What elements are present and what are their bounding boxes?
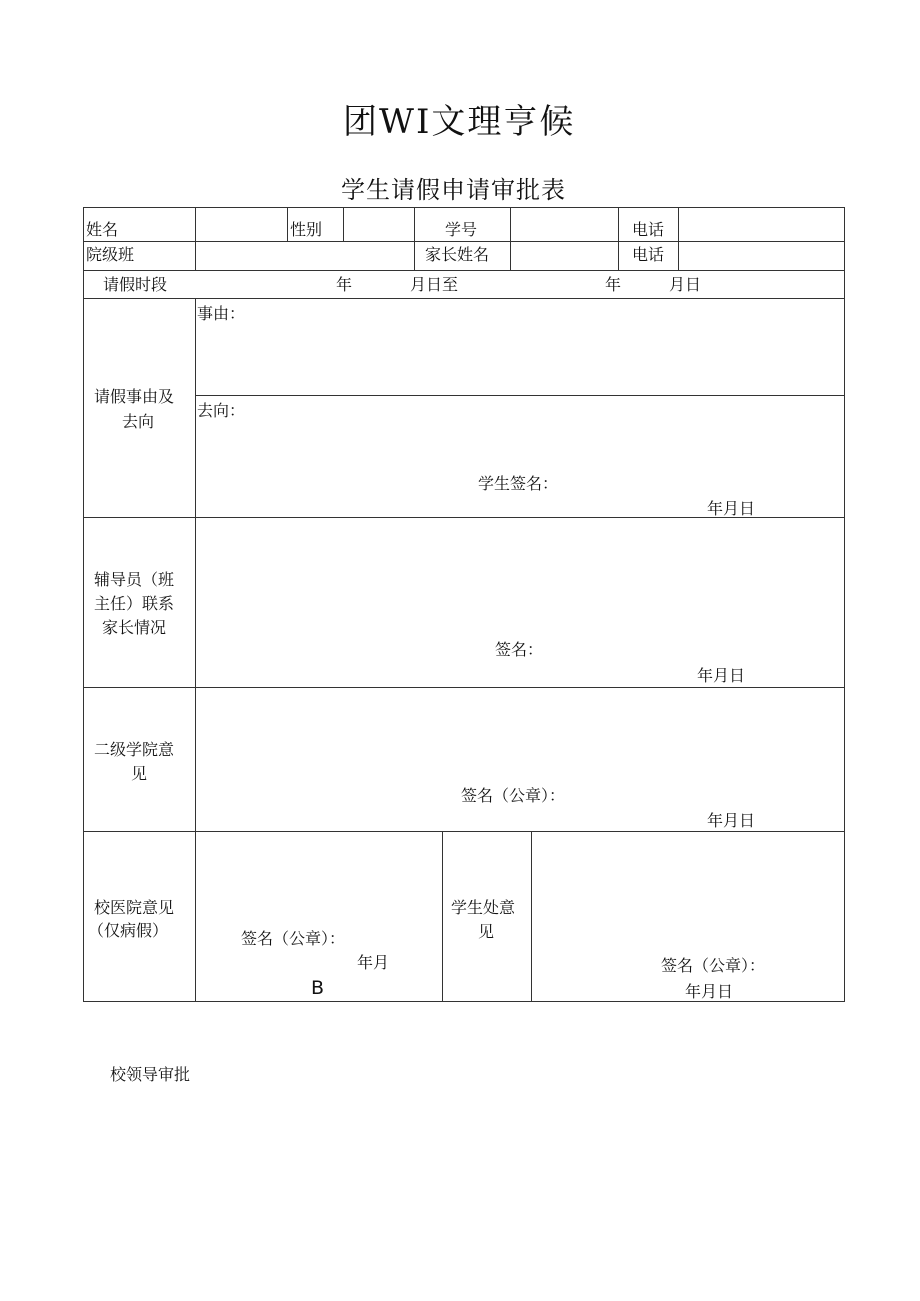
- row-divider: [83, 270, 845, 271]
- class-field[interactable]: [197, 243, 413, 269]
- col-divider: [287, 207, 288, 241]
- student-affairs-signature-label: 签名（公章）：: [661, 956, 766, 975]
- student-affairs-date: 年月日: [685, 982, 734, 1001]
- col-divider: [442, 831, 443, 1002]
- counselor-date: 年月日: [697, 666, 746, 685]
- table-border-bottom: [83, 1001, 845, 1002]
- destination-field[interactable]: [197, 422, 842, 472]
- college-label-2: 见: [131, 764, 148, 783]
- page-title: 团WI文理亨候: [343, 102, 576, 142]
- row-divider: [83, 298, 845, 299]
- college-opinion-field[interactable]: [197, 690, 842, 780]
- start-month-day-text: 月日至: [410, 275, 459, 294]
- table-border-left: [83, 207, 84, 1002]
- hospital-label-2: （仅病假）: [88, 921, 169, 940]
- destination-label: 去向：: [197, 401, 246, 420]
- col-divider: [618, 207, 619, 271]
- start-year-text: 年: [336, 275, 353, 294]
- counselor-label-2: 主任）联系: [94, 594, 175, 613]
- reason-date: 年月日: [707, 499, 756, 518]
- hospital-signature-label: 签名（公章）：: [241, 929, 346, 948]
- row-divider: [83, 687, 845, 688]
- form-title: 学生请假申请审批表: [341, 176, 566, 204]
- gender-label: 性别: [290, 220, 323, 239]
- student-affairs-opinion-field[interactable]: [533, 834, 842, 944]
- college-date: 年月日: [707, 811, 756, 830]
- college-signature-label: 签名（公章）：: [461, 786, 566, 805]
- student-affairs-label-2: 见: [478, 922, 495, 941]
- college-label-1: 二级学院意: [94, 740, 175, 759]
- hospital-date-suffix: B: [311, 977, 325, 999]
- col-divider: [678, 207, 679, 271]
- counselor-field[interactable]: [197, 520, 842, 635]
- col-divider: [195, 207, 196, 271]
- student-id-field[interactable]: [512, 209, 617, 240]
- reason-section-label-1: 请假事由及: [94, 387, 175, 406]
- row-divider: [83, 831, 845, 832]
- parent-phone-label: 电话: [632, 245, 665, 264]
- col-divider: [510, 207, 511, 271]
- leader-approval-label: 校领导审批: [110, 1065, 191, 1084]
- reason-field[interactable]: [197, 325, 842, 393]
- name-field[interactable]: [197, 209, 286, 240]
- student-id-label: 学号: [445, 220, 478, 239]
- gender-field[interactable]: [345, 209, 413, 240]
- parent-name-label: 家长姓名: [425, 245, 490, 264]
- hospital-opinion-field[interactable]: [197, 834, 441, 914]
- student-affairs-label-1: 学生处意: [451, 898, 516, 917]
- col-divider: [195, 298, 196, 1002]
- table-border-top: [83, 207, 845, 208]
- phone-label: 电话: [632, 220, 665, 239]
- col-divider: [343, 207, 344, 241]
- counselor-label-3: 家长情况: [102, 618, 167, 637]
- parent-name-field[interactable]: [512, 243, 617, 269]
- parent-phone-field[interactable]: [680, 243, 843, 269]
- name-label: 姓名: [86, 220, 119, 239]
- col-divider: [531, 831, 532, 1002]
- reason-label: 事由：: [197, 304, 246, 323]
- phone-field[interactable]: [680, 209, 843, 240]
- end-year-text: 年: [605, 275, 622, 294]
- end-month-day-text: 月日: [669, 275, 702, 294]
- table-border-right: [844, 207, 845, 1002]
- reason-section-label-2: 去向: [122, 412, 155, 431]
- row-divider: [83, 241, 845, 242]
- counselor-signature-label: 签名：: [495, 640, 544, 659]
- period-label: 请假时段: [103, 275, 168, 294]
- counselor-label-1: 辅导员（班: [94, 570, 175, 589]
- hospital-label-1: 校医院意见: [94, 898, 175, 917]
- reason-divider: [195, 395, 845, 396]
- student-signature-label: 学生签名：: [478, 474, 559, 493]
- hospital-date: 年月: [357, 953, 390, 972]
- col-divider: [414, 207, 415, 271]
- class-label: 院级班: [86, 245, 135, 264]
